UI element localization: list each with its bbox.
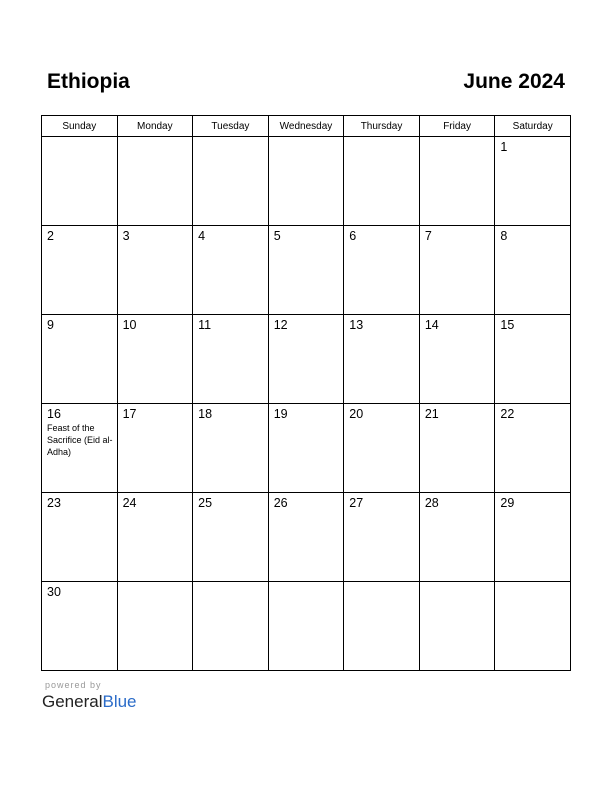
calendar-day-cell [419,137,495,226]
day-number: 18 [198,407,213,421]
calendar-day-cell [419,315,495,404]
day-number: 22 [500,407,515,421]
calendar-week-row [42,226,571,315]
calendar-day-cell [42,137,118,226]
month-title: June 2024 [463,70,565,93]
calendar-day-cell [117,493,193,582]
day-number: 30 [47,585,61,599]
day-number: 29 [500,496,515,510]
calendar-day-cell [344,315,420,404]
day-number: 19 [273,407,288,421]
day-number: 8 [500,229,508,243]
weekday-header: Saturday [495,116,571,137]
weekday-header-row [42,116,571,137]
holiday-label: Feast of the Sacrifice (Eid al-Adha) [47,423,113,457]
calendar-grid [41,115,571,671]
calendar-day-cell [495,315,571,404]
calendar-day-cell [42,493,118,582]
calendar-day-cell [495,582,571,671]
weekday-header: Friday [419,116,495,137]
generalblue-logo [42,692,137,712]
calendar-day-cell [419,404,495,493]
day-number: 14 [424,318,439,332]
calendar-day-cell [495,137,571,226]
day-number: 12 [273,318,288,332]
calendar-day-cell [268,137,344,226]
calendar-day-cell [42,226,118,315]
calendar-day-cell [495,404,571,493]
calendar-day-cell [193,315,269,404]
calendar-week-row [42,404,571,493]
powered-by-text: powered by [45,680,102,690]
calendar-day-cell [419,493,495,582]
calendar-week-row [42,137,571,226]
day-number: 25 [198,496,213,510]
day-number: 9 [47,318,54,332]
day-number: 1 [500,140,508,154]
day-number: 3 [122,229,130,243]
day-number: 5 [273,229,281,243]
calendar-day-cell [495,226,571,315]
day-number: 23 [47,496,61,510]
brand-general: General [42,692,103,711]
day-number: 6 [349,229,357,243]
day-number: 20 [349,407,364,421]
footer-brand [42,680,137,712]
day-number: 13 [349,318,364,332]
day-number: 28 [424,496,439,510]
country-title: Ethiopia [47,70,130,93]
calendar-day-cell [495,493,571,582]
calendar-day-cell [268,582,344,671]
calendar-week-row [42,315,571,404]
day-number: 2 [47,229,54,243]
calendar-day-cell [193,582,269,671]
weekday-header: Tuesday [193,116,269,137]
calendar-day-cell [268,315,344,404]
weekday-header: Wednesday [268,116,344,137]
calendar-day-cell [344,582,420,671]
calendar-day-cell [193,137,269,226]
day-number: 26 [273,496,288,510]
calendar-day-cell [42,404,118,493]
weekday-header: Thursday [344,116,420,137]
calendar-day-cell [344,226,420,315]
day-number: 17 [122,407,137,421]
weekday-header: Monday [117,116,193,137]
calendar-day-cell [268,493,344,582]
day-number: 7 [424,229,432,243]
day-number: 4 [198,229,206,243]
calendar-day-cell [344,493,420,582]
calendar-day-cell [193,404,269,493]
calendar-day-cell [42,315,118,404]
day-number: 15 [500,318,515,332]
calendar-day-cell [344,404,420,493]
day-number: 11 [198,318,212,332]
day-number: 27 [349,496,364,510]
calendar-day-cell [268,226,344,315]
calendar-day-cell [193,493,269,582]
calendar-day-cell [42,582,118,671]
weekday-header: Sunday [42,116,118,137]
calendar-day-cell [117,315,193,404]
brand-blue: Blue [102,692,137,711]
calendar-day-cell [419,226,495,315]
day-number: 24 [122,496,137,510]
calendar-day-cell [268,404,344,493]
calendar-day-cell [419,582,495,671]
day-number: 16 [47,407,61,421]
calendar-day-cell [193,226,269,315]
calendar-week-row [42,582,571,671]
calendar-day-cell [117,137,193,226]
calendar-day-cell [117,226,193,315]
calendar-day-cell [117,404,193,493]
day-number: 10 [122,318,137,332]
calendar-day-cell [117,582,193,671]
day-number: 21 [424,407,439,421]
calendar-day-cell [344,137,420,226]
calendar-week-row [42,493,571,582]
